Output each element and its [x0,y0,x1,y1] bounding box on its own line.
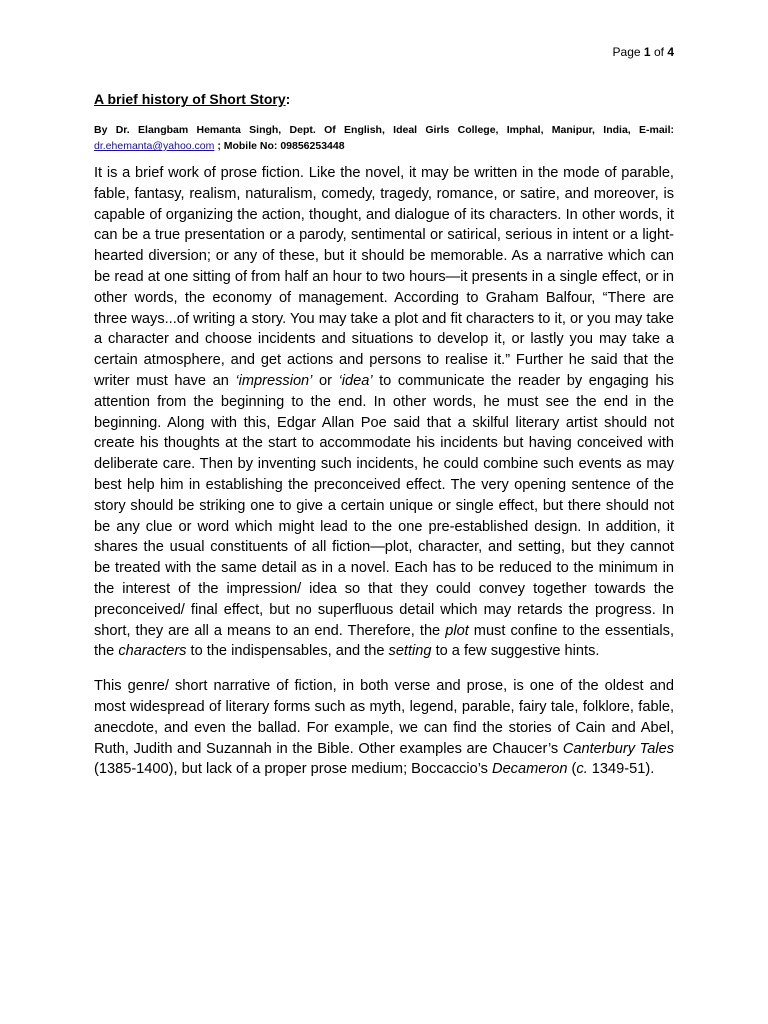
para2-text-4: 1349-51). [587,761,655,778]
title-suffix: : [285,91,291,107]
para2-text-3: ( [567,761,577,778]
para2-italic-decameron: Decameron [492,761,568,778]
page-current: 1 [643,45,651,59]
para1-italic-plot: plot [445,622,469,639]
paragraph-1 [94,163,674,662]
document-title [94,91,290,107]
para1-text-3: to communicate the reader by engaging his attention from the beginning to the end. In other words, he must see the end in the beginning. Along with this, Edgar Allan Poe said that a skilful literary artist should not create his thoughts at the start to accommodate his incidents but having conceived with deliberate care. Then by inventing such incidents, he could combine such events as may best help him in establishing the preconceived effect. The very opening sentence of the story should be striking one to give a certain unique or single effect, but there should not be any clue or word which might lead to the one pre-established design. In addition, it shares the usual constituents of all fiction—plot, character, and setting, but they cannot be treated with the same detail as in a novel. Each has to be reduced to the minimum in the interest of the impression/ idea so that they could convey together towards the preconceived/ final effect, but no superfluous detail which may retards the progress. In short, they are all a means to an end. Therefore, the [94,372,674,639]
para1-italic-setting: setting [388,643,432,660]
para1-text-1: It is a brief work of prose fiction. Like the novel, it may be written in the mode of parable, fable, fantasy, realism, naturalism, comedy, tragedy, romance, or satire, and moreover, is capable of organizing the action, thought, and dialogue of its characters. In other words, it can be a true presentation or a parody, sentimental or satirical, serious in intent or a light-hearted diversion; or any of these, but it should be memorable. As a narrative which can be read at one sitting of from half an hour to two hours—it presents in a single effect, or in other words, the economy of management. According to Graham Balfour, “There are three ways...of writing a story. You may take a plot and fit characters to it, or you may take a character and choose incidents and situations to develop it, or lastly you may take a certain atmosphere, and get actions and persons to realise it.” Further he said that the writer must have an [94,165,674,389]
para1-italic-impression: ‘impression’ [235,372,313,389]
page-label: Page [612,45,641,59]
document-body [94,163,674,794]
para1-italic-characters: characters [118,643,187,660]
page-of-label: of [653,45,664,59]
email-link[interactable]: dr.ehemanta@yahoo.com [94,140,215,152]
author-byline [94,122,674,154]
para1-text-6: to a few suggestive hints. [431,643,600,660]
byline-suffix: ; Mobile No: 09856253448 [214,140,345,152]
para1-italic-idea: ‘idea’ [338,372,373,389]
paragraph-2 [94,676,674,780]
page-number [613,45,674,59]
para2-text-1: This genre/ short narrative of fiction, in both verse and prose, is one of the oldest and most widespread of literary forms such as myth, legend, parable, fairy tale, folklore, fable, anecdote, and even the ballad. For example, we can find the stories of Cain and Abel, Ruth, Judith and Suzannah in the Bible. Other examples are Chaucer’s [94,678,674,757]
title-text: A brief history of Short Story [94,91,286,107]
para1-text-2: or [312,372,339,389]
para2-italic-circa: c. [576,761,588,778]
para2-italic-canterbury: Canterbury Tales [562,740,674,757]
byline-prefix: By Dr. Elangbam Hemanta Singh, Dept. Of English, Ideal Girls College, Imphal, Manipur, India, E-mail: [94,124,674,136]
para2-text-2: (1385-1400), but lack of a proper prose medium; Boccaccio’s [94,761,493,778]
page-total: 4 [667,45,674,59]
para1-text-5: to the indispensables, and the [186,643,389,660]
para1-text-4: must confine to the essentials, the [94,622,675,660]
